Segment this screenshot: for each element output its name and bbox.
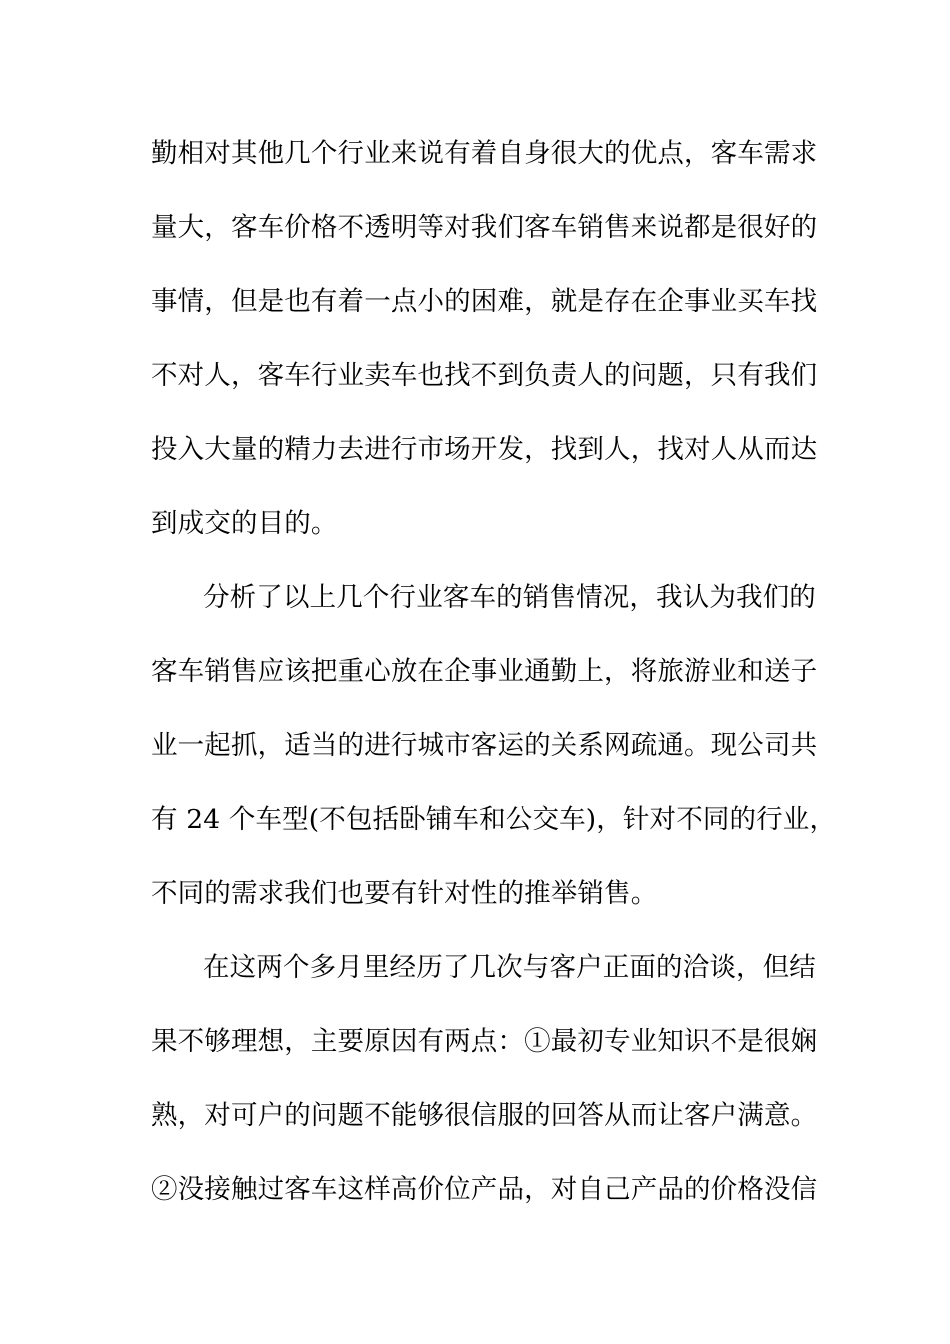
text-line: ②没接触过客车这样高价位产品，对自己产品的价格没信 <box>151 1174 818 1205</box>
text-line: 不对人，客车行业卖车也找不到负责人的问题，只有我们 <box>151 360 818 391</box>
text-line: 不同的需求我们也要有针对性的推举销售。 <box>151 878 658 909</box>
body-text <box>151 128 837 1238</box>
text-line: 勤相对其他几个行业来说有着自身很大的优点，客车需求 <box>151 138 818 169</box>
text-line: 业一起抓，适当的进行城市客运的关系网疏通。现公司共 <box>151 730 818 761</box>
text-line: 有 24 个车型(不包括卧铺车和公交车)，针对不同的行业， <box>151 804 837 835</box>
paragraph-start-line: 分析了以上几个行业客车的销售情况，我认为我们的 <box>203 582 816 613</box>
text-line: 到成交的目的。 <box>151 508 338 539</box>
text-line: 熟，对可户的问题不能够很信服的回答从而让客户满意。 <box>151 1100 818 1131</box>
text-line: 投入大量的精力去进行市场开发，找到人，找对人从而达 <box>151 434 818 465</box>
text-line: 量大，客车价格不透明等对我们客车销售来说都是很好的 <box>151 212 818 243</box>
text-line: 果不够理想，主要原因有两点：①最初专业知识不是很娴 <box>151 1026 818 1057</box>
paragraph-start-line: 在这两个多月里经历了几次与客户正面的洽谈，但结 <box>203 952 816 983</box>
text-line: 事情，但是也有着一点小的困难，就是存在企事业买车找 <box>151 286 818 317</box>
text-line: 客车销售应该把重心放在企事业通勤上，将旅游业和送子 <box>151 656 818 687</box>
